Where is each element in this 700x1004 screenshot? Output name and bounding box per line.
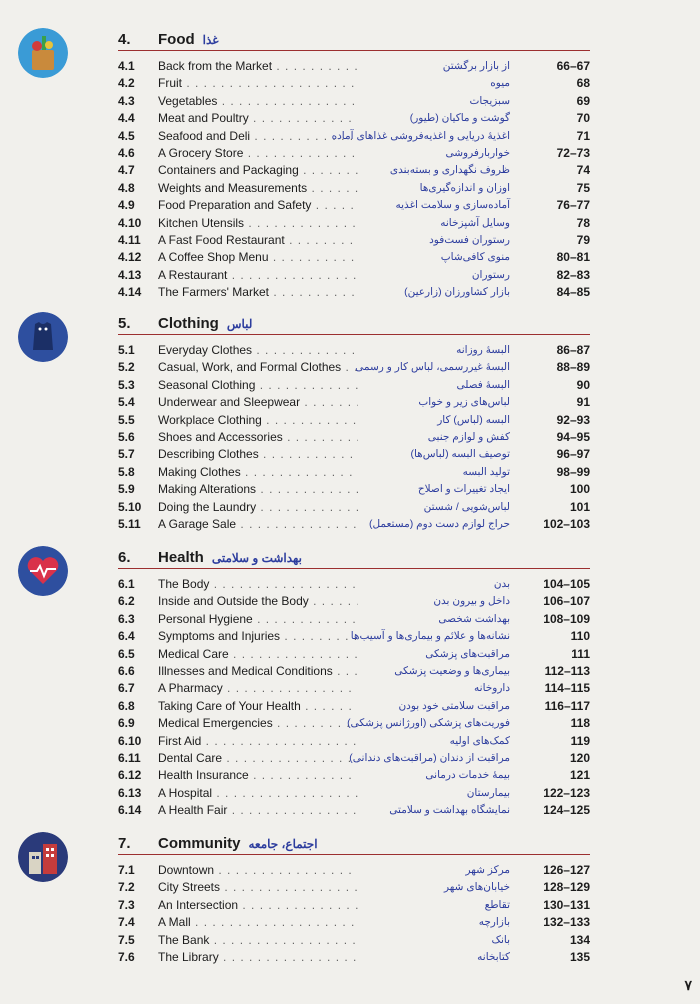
toc-row (118, 802, 590, 819)
toc-page: 94–95 (556, 429, 590, 444)
toc-number: 7.2 (118, 880, 135, 895)
toc-row (118, 162, 590, 179)
section-number: 4. (118, 31, 131, 48)
toc-page: 72–73 (556, 145, 590, 160)
toc-row (118, 412, 590, 429)
toc-row (118, 429, 590, 446)
toc-list (118, 342, 590, 533)
toc-number: 5.7 (118, 447, 135, 462)
toc-title-fa: خیابان‌های شهر (444, 881, 510, 894)
toc-title: Shoes and Accessories . . . (158, 429, 358, 446)
toc-row (118, 914, 590, 931)
toc-page: 80–81 (556, 250, 590, 265)
toc-page: 66–67 (556, 59, 590, 73)
toc-title: A Mall . . . (158, 914, 358, 931)
section-title: Food غذا (158, 31, 219, 48)
toc-row (118, 93, 590, 110)
toc-title-fa: آماده‌سازی و سلامت اغذیه (395, 199, 510, 212)
toc-title: A Fast Food Restaurant . . . (158, 232, 358, 249)
toc-title: City Streets . . . (158, 879, 358, 896)
toc-title-fa: تولید البسه (462, 465, 510, 478)
toc-number: 4.14 (118, 285, 142, 300)
toc-number: 6.14 (118, 803, 142, 818)
toc-page: 90 (576, 377, 590, 392)
toc-title: First Aid . . . (158, 733, 358, 750)
toc-title-fa: لباس‌شویی / شستن (423, 500, 510, 513)
toc-row (118, 481, 590, 498)
toc-title: Underwear and Sleepwear . . . (158, 394, 358, 411)
toc-page: 119 (570, 733, 590, 748)
toc-number: 6.1 (118, 577, 135, 591)
toc-number: 5.2 (118, 360, 135, 375)
toc-number: 6.11 (118, 750, 141, 765)
toc-page: 69 (576, 93, 590, 108)
toc-title-fa: بیمهٔ خدمات درمانی (425, 769, 510, 782)
toc-number: 5.10 (118, 499, 142, 514)
toc-title-fa: وسایل آشپزخانه (440, 216, 510, 229)
toc-title: A Restaurant . . . (158, 267, 358, 284)
toc-row (118, 394, 590, 411)
toc-row (118, 576, 590, 593)
toc-number: 7.4 (118, 915, 135, 930)
toc-page: 118 (570, 716, 590, 731)
toc-title: An Intersection . . . (158, 897, 358, 914)
toc-number: 4.3 (118, 93, 135, 108)
toc-title-fa: خواربارفروشی (445, 146, 510, 159)
toc-title-fa: مراقبت سلامتی خود بودن (398, 699, 510, 712)
toc-number: 7.1 (118, 863, 135, 877)
toc-row (118, 284, 590, 301)
toc-page: 84–85 (556, 285, 590, 300)
toc-row (118, 128, 590, 145)
toc-page: 134 (569, 932, 590, 947)
toc-row (118, 377, 590, 394)
section-title: Community اجتماع، جامعه (158, 835, 318, 852)
toc-row (118, 949, 590, 966)
toc-page: 120 (569, 750, 590, 765)
toc-title-fa: مراقبت‌های پزشکی (425, 647, 510, 660)
toc-page: 91 (576, 395, 590, 410)
toc-page: 82–83 (556, 267, 590, 282)
toc-number: 5.5 (118, 412, 135, 427)
toc-number: 4.2 (118, 76, 135, 91)
toc-page: 75 (576, 180, 590, 195)
toc-title: A Health Fair . . . (158, 802, 358, 819)
toc-page: 98–99 (556, 464, 590, 479)
toc-title-fa: ایجاد تغییرات و اصلاح (417, 483, 510, 496)
toc-number: 7.5 (118, 932, 135, 947)
toc-title-fa: حراج لوازم دست دوم (مستعمل) (368, 517, 510, 530)
toc-page: 111 (571, 646, 590, 661)
toc-number: 6.8 (118, 698, 135, 713)
toc-title: Back from the Market . . . (158, 58, 358, 75)
toc-title-fa: بیمارستان (466, 786, 510, 799)
toc-row (118, 785, 590, 802)
toc-page: 79 (576, 232, 590, 247)
toc-row (118, 516, 590, 533)
toc-title-fa: بیماری‌ها و وضعیت پزشکی (394, 664, 510, 677)
toc-title: Personal Hygiene . . . (158, 611, 358, 628)
toc-row (118, 249, 590, 266)
toc-row (118, 862, 590, 879)
toc-number: 6.5 (118, 646, 135, 661)
toc-number: 4.5 (118, 128, 135, 143)
toc-title-fa: گوشت و ماکیان (طیور) (409, 112, 510, 125)
toc-title-fa: ظروف نگهداری و بسته‌بندی (389, 164, 510, 177)
section-title-fa: اجتماع، جامعه (248, 837, 318, 851)
toc-page: 128–129 (543, 880, 590, 895)
toc-title-fa: از بازار برگشتن (442, 60, 510, 72)
toc-row (118, 110, 590, 127)
toc-title-fa: مراقبت از دندان (مراقبت‌های دندانی) (349, 751, 510, 764)
toc-number: 7.6 (118, 949, 135, 964)
toc-title: Taking Care of Your Health . . . (158, 698, 358, 715)
toc-row (118, 446, 590, 463)
toc-title-fa: بانک (491, 933, 510, 946)
toc-row (118, 215, 590, 232)
toc-page: 135 (569, 949, 590, 964)
toc-number: 4.4 (118, 111, 135, 126)
toc-title: Food Preparation and Safety . . . (158, 197, 358, 214)
toc-list (118, 576, 590, 819)
toc-number: 4.8 (118, 180, 135, 195)
toc-number: 4.12 (118, 250, 142, 265)
toc-row (118, 932, 590, 949)
toc-title: A Coffee Shop Menu . . . (158, 249, 358, 266)
toc-number: 6.10 (118, 733, 142, 748)
toc-page: 71 (576, 128, 590, 143)
toc-page: 121 (569, 768, 590, 783)
section-heading (118, 28, 590, 51)
toc-title-fa: داروخانه (474, 682, 510, 695)
toc-title: Dental Care . . . (158, 750, 358, 767)
toc-title: Everyday Clothes . . . (158, 342, 358, 359)
toc-page: 124–125 (543, 803, 590, 818)
toc-page: 88–89 (556, 360, 590, 375)
toc-number: 5.11 (118, 516, 141, 531)
section-title: Health بهداشت و سلامتی (158, 549, 302, 566)
toc-page: 108–109 (543, 611, 590, 626)
toc-row (118, 897, 590, 914)
toc-title: Fruit . . . (158, 75, 358, 92)
section-heading (118, 832, 590, 855)
toc-row (118, 646, 590, 663)
toc-row (118, 767, 590, 784)
toc-page: 86–87 (556, 343, 590, 357)
toc-title: Doing the Laundry . . . (158, 499, 358, 516)
toc-page: 132–133 (543, 915, 590, 930)
toc-title: Downtown . . . (158, 862, 358, 879)
toc-title: A Garage Sale . . . (158, 516, 358, 533)
toc-list (118, 862, 590, 966)
toc-title: Making Clothes . . . (158, 464, 358, 481)
toc-number: 6.12 (118, 768, 142, 783)
toc-number: 5.9 (118, 482, 135, 497)
toc-title: Seafood and Deli . . . (158, 128, 358, 145)
toc-number: 4.10 (118, 215, 142, 230)
toc-row (118, 750, 590, 767)
toc-title-fa: تقاطع (484, 898, 510, 911)
toc-title: The Library . . . (158, 949, 358, 966)
shirt-icon (18, 312, 68, 362)
section-heading (118, 546, 590, 569)
toc-list (118, 58, 590, 301)
toc-row (118, 879, 590, 896)
toc-title: Weights and Measurements . . . (158, 180, 358, 197)
section-number: 5. (118, 315, 131, 332)
toc-number: 4.7 (118, 163, 135, 178)
toc-title-fa: سبزیجات (469, 94, 510, 107)
toc-row (118, 663, 590, 680)
toc-number: 4.9 (118, 198, 135, 213)
toc-title: A Grocery Store . . . (158, 145, 358, 162)
toc-title-fa: رستوران فست‌فود (429, 233, 510, 246)
toc-title-fa: میوه (490, 77, 510, 90)
toc-title-fa: اغذیهٔ دریایی و اغذیه‌فروشی غذاهای آماده (331, 129, 510, 142)
toc-title-fa: بدن (493, 578, 510, 590)
toc-number: 4.11 (118, 232, 141, 247)
toc-page: 122–123 (543, 785, 590, 800)
toc-page: 110 (570, 629, 590, 644)
toc-row (118, 197, 590, 214)
toc-row (118, 715, 590, 732)
section-title-fa: لباس (226, 317, 253, 331)
toc-number: 5.6 (118, 429, 135, 444)
toc-number: 5.1 (118, 343, 135, 357)
toc-title-fa: بازار کشاورزان (زارعین) (404, 286, 510, 299)
toc-title: Workplace Clothing . . . (158, 412, 358, 429)
toc-page: 92–93 (556, 412, 590, 427)
toc-page: 102–103 (543, 516, 590, 531)
toc-title-fa: رستوران (471, 268, 510, 281)
toc-title-fa: البسهٔ روزانه (456, 344, 510, 356)
toc-title-fa: لباس‌های زیر و خواب (418, 396, 510, 409)
toc-title: Kitchen Utensils . . . (158, 215, 358, 232)
toc-row (118, 267, 590, 284)
toc-title: Meat and Poultry . . . (158, 110, 358, 127)
toc-number: 5.4 (118, 395, 135, 410)
toc-row (118, 58, 590, 75)
toc-title: A Hospital . . . (158, 785, 358, 802)
toc-number: 6.2 (118, 594, 135, 609)
toc-title-fa: البسهٔ غیررسمی، لباس کار و رسمی (355, 361, 510, 374)
toc-title-fa: داخل و بیرون بدن (433, 595, 510, 608)
toc-number: 4.6 (118, 145, 135, 160)
toc-title-fa: کتابخانه (477, 950, 510, 963)
toc-title-fa: نشانه‌ها و علائم و بیماری‌ها و آسیب‌ها (350, 630, 510, 643)
toc-row (118, 733, 590, 750)
toc-row (118, 628, 590, 645)
toc-number: 4.13 (118, 267, 142, 282)
toc-page: 96–97 (556, 447, 590, 462)
page-number: ۷ (684, 977, 692, 993)
toc-page: 114–115 (544, 681, 590, 696)
toc-page: 68 (576, 76, 590, 91)
toc-title: Inside and Outside the Body . . . (158, 593, 358, 610)
grocery-bag-icon (18, 28, 68, 78)
toc-page: 112–113 (544, 663, 590, 678)
heart-pulse-icon (18, 546, 68, 596)
toc-page: 78 (576, 215, 590, 230)
toc-number: 5.8 (118, 464, 135, 479)
toc-title: A Pharmacy . . . (158, 680, 358, 697)
toc-title-fa: کمک‌های اولیه (449, 734, 510, 747)
section-title-fa: غذا (202, 33, 219, 47)
section-number: 7. (118, 835, 131, 852)
toc-row (118, 180, 590, 197)
toc-page: 116–117 (544, 698, 590, 713)
toc-title: Illnesses and Medical Conditions . . . (158, 663, 358, 680)
toc-title: Casual, Work, and Formal Clothes . . . (158, 359, 358, 376)
toc-page: 70 (576, 111, 590, 126)
toc-row (118, 145, 590, 162)
section-title: Clothing لباس (158, 315, 253, 332)
toc-page: 74 (576, 163, 590, 178)
toc-title: Medical Care . . . (158, 646, 358, 663)
toc-title-fa: نمایشگاه بهداشت و سلامتی (389, 804, 510, 817)
toc-title: The Farmers' Market . . . (158, 284, 358, 301)
toc-title-fa: منوی کافی‌شاپ (440, 251, 510, 264)
buildings-icon (18, 832, 68, 882)
toc-title-fa: اوزان و اندازه‌گیری‌ها (419, 181, 510, 194)
toc-page: 100 (569, 482, 590, 497)
toc-title: The Body . . . (158, 576, 358, 593)
toc-page: 76–77 (556, 198, 590, 213)
toc-title-fa: توصیف البسه (لباس‌ها) (410, 448, 510, 461)
toc-title-fa: کفش و لوازم جنبی (427, 430, 510, 443)
toc-row (118, 464, 590, 481)
toc-title-fa: البسهٔ فصلی (456, 378, 510, 391)
toc-page: 130–131 (543, 897, 590, 912)
toc-title: Describing Clothes . . . (158, 446, 358, 463)
toc-row (118, 680, 590, 697)
toc-title: Medical Emergencies . . . (158, 715, 358, 732)
toc-number: 7.3 (118, 897, 135, 912)
section-heading (118, 312, 590, 335)
toc-number: 6.6 (118, 663, 135, 678)
toc-row (118, 342, 590, 359)
toc-number: 6.7 (118, 681, 135, 696)
toc-title: Containers and Packaging . . . (158, 162, 358, 179)
toc-page: 126–127 (543, 863, 590, 877)
section-title-fa: بهداشت و سلامتی (211, 551, 302, 565)
toc-number: 6.13 (118, 785, 142, 800)
toc-row (118, 611, 590, 628)
toc-title-fa: مرکز شهر (465, 864, 510, 876)
toc-title-fa: البسه (لباس) کار (437, 413, 510, 426)
toc-page: 104–105 (543, 577, 590, 591)
toc-number: 4.1 (118, 59, 135, 73)
toc-number: 6.9 (118, 716, 135, 731)
toc-row (118, 698, 590, 715)
toc-title-fa: بازارچه (478, 916, 510, 929)
toc-title: Health Insurance . . . (158, 767, 358, 784)
toc-number: 6.3 (118, 611, 135, 626)
toc-row (118, 593, 590, 610)
toc-row (118, 359, 590, 376)
toc-title: Making Alterations . . . (158, 481, 358, 498)
toc-title-fa: بهداشت شخصی (438, 612, 510, 625)
toc-number: 6.4 (118, 629, 135, 644)
toc-row (118, 232, 590, 249)
toc-page: 101 (569, 499, 590, 514)
section-number: 6. (118, 549, 131, 566)
toc-row (118, 75, 590, 92)
toc-title: Symptoms and Injuries . . . (158, 628, 358, 645)
toc-number: 5.3 (118, 377, 135, 392)
toc-row (118, 499, 590, 516)
toc-page: 106–107 (543, 594, 590, 609)
toc-title: Seasonal Clothing . . . (158, 377, 358, 394)
toc-title: Vegetables . . . (158, 93, 358, 110)
toc-title: The Bank . . . (158, 932, 358, 949)
toc-title-fa: فوریت‌های پزشکی (اورژانس پزشکی) (347, 717, 510, 730)
